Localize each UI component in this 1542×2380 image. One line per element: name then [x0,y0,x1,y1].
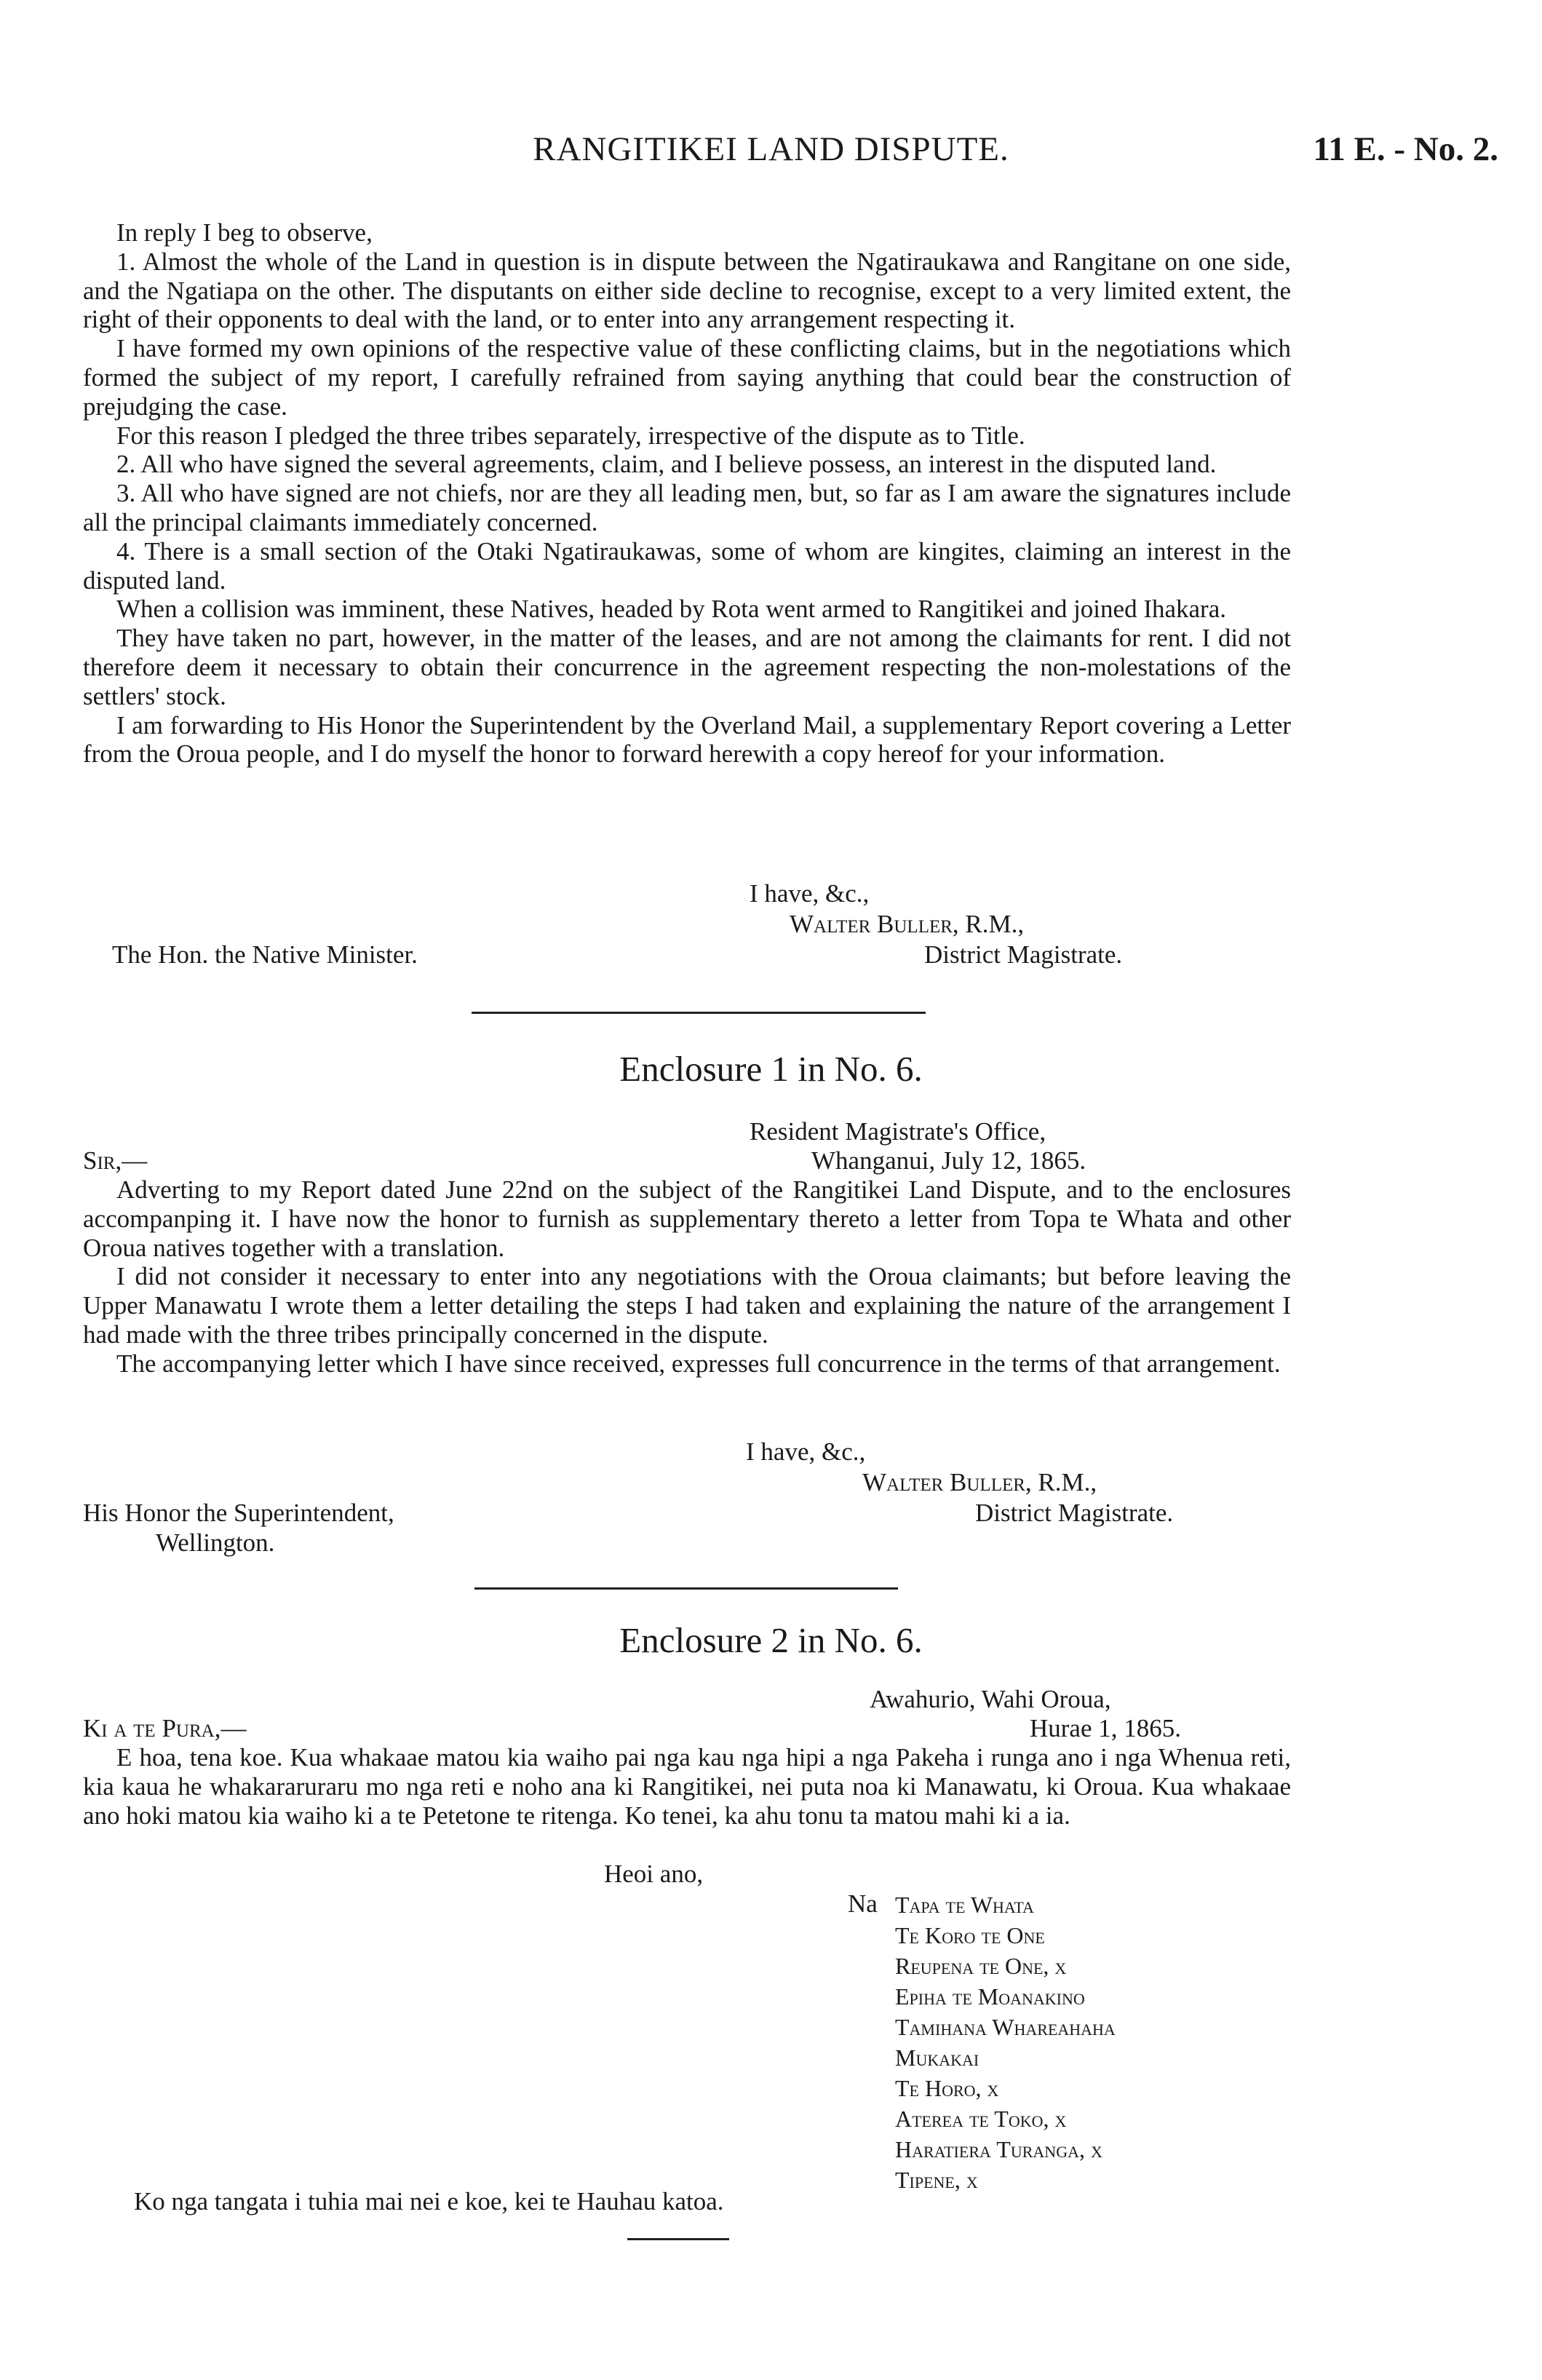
paragraph: In reply I beg to observe, [116,218,373,247]
addressee: The Hon. the Native Minister. [112,940,418,969]
enclosure-title: Enclosure 2 in No. 6. [619,1620,923,1660]
closing: I have, &c., [750,879,870,908]
paragraph: I am forwarding to His Honor the Superintendent by the Overland Mail, a supplementary Report covering a Letter from the Oroua people, and I do myself the honor to forward herewith a copy hereof for your information. [83,710,1291,769]
signatory: Mukakai [895,2044,979,2071]
paragraph: I did not consider it necessary to enter into any negotiations with the Oroua claimants; but before leaving the Upper Manawatu I wrote them a letter detailing the steps I had taken and explaining the nature of the arrangement I had made with the three tribes principally concerned in the dispute. [83,1262,1291,1349]
paragraph: 2. All who have signed the several agreements, claim, and I believe possess, an interest in the disputed land. [116,450,1217,479]
signatory: Aterea te Toko, x [895,2106,1067,2132]
enclosure2-body [83,1743,1291,1830]
signatory: Reupena te One, x [895,1953,1067,1979]
paragraph: When a collision was imminent, these Natives, headed by Rota went armed to Rangitikei and joined Ihakara. [116,595,1226,624]
paragraph: 1. Almost the whole of the Land in question is in dispute between the Ngatiraukawa and Rangitane on one side, and the Ngatiapa on the other. The disputants on either side decline to recognise, except to a very limited extent, the right of their opponents to deal with the land, or to enter into any arrangement respecting it. [83,247,1291,334]
divider [474,1587,898,1590]
paragraph: 3. All who have signed are not chiefs, nor are they all leading men, but, so far as I am aware the signatures include all the principal claimants immediately concerned. [83,479,1291,536]
paragraph: The accompanying letter which I have since received, expresses full concurrence in the terms of that arrangement. [116,1349,1281,1378]
enclosure1-body [83,1175,1291,1379]
salutation: Sir,— [83,1146,148,1175]
paragraph: 4. There is a small section of the Otaki Ngatiraukawas, some of whom are kingites, claiming an interest in the disputed land. [83,536,1291,595]
place-line: Awahurio, Wahi Oroua, [870,1685,1111,1713]
signatory: Te Koro te One [895,1922,1045,1948]
page-title: RANGITIKEI LAND DISPUTE. [533,130,1009,168]
salutation: Ki a te Pura,— [83,1714,247,1742]
closing: Heoi ano, [604,1860,704,1888]
signature-title: District Magistrate. [975,1499,1174,1527]
addressee-line: Wellington. [156,1528,275,1557]
signatory: Tamihana Whareahaha [895,2014,1116,2040]
page-reference: 11 E. - No. 2. [1313,130,1498,168]
footer-note: Ko nga tangata i tuhia mai nei e koe, kei te Hauhau katoa. [134,2187,724,2216]
signatory: Te Horo, x [895,2075,999,2101]
paragraph: Adverting to my Report dated June 22nd on the subject of the Rangitikei Land Dispute, and to the enclosures accompanping it. I have now the honor to furnish as supplementary thereto a letter from Topa te Whata and other Oroua natives together with a translation. [83,1175,1291,1262]
place-date: Whanganui, July 12, 1865. [811,1146,1086,1175]
signature: Walter Buller, R.M., [862,1468,1097,1496]
addressee: His Honor the Superintendent, [83,1499,394,1527]
page-header [0,130,1542,173]
end-divider [627,2238,729,2240]
paragraph: For this reason I pledged the three tribes separately, irrespective of the dispute as to Title. [116,421,1025,450]
office-line: Resident Magistrate's Office, [750,1117,1046,1146]
signatory: Tapa te Whata [895,1892,1034,1918]
paragraph: They have taken no part, however, in the matter of the leases, and are not among the claimants for rent. I did not therefore deem it necessary to obtain their concurrence in the agreement respecting the non-molestations of the settlers' stock. [83,624,1291,710]
signatory: Epiha te Moanakino [895,1983,1085,2010]
date-line: Hurae 1, 1865. [1030,1714,1182,1742]
closing: I have, &c., [746,1437,866,1466]
signatories-prefix: Na [848,1889,878,1918]
paragraph: E hoa, tena koe. Kua whakaae matou kia waiho pai nga kau nga hipi a nga Pakeha i runga ano i nga Whenua reti, kia kaua he whakararuraru mo nga reti e noho ana ki Rangitikei, nei puta noa ki Manawatu, ki Oroua. Kua whakaae ano hoki matou kia waiho ki a te Petetone te ritenga. Ko tenei, ka ahu tonu ta matou mahi ki a ia. [83,1743,1291,1830]
paragraph: I have formed my own opinions of the respective value of these conflicting claims, but in the negotiations which formed the subject of my report, I carefully refrained from saying anything that could bear the construction of prejudging the case. [83,334,1291,421]
divider [472,1012,926,1014]
signature: Walter Buller, R.M., [790,910,1025,938]
letter-body [83,218,1291,769]
signature-title: District Magistrate. [924,940,1123,969]
signatories-list [895,1889,1116,2195]
signatory: Haratiera Turanga, x [895,2136,1102,2162]
enclosure-title: Enclosure 1 in No. 6. [619,1049,923,1089]
signatory: Tipene, x [895,2167,978,2193]
